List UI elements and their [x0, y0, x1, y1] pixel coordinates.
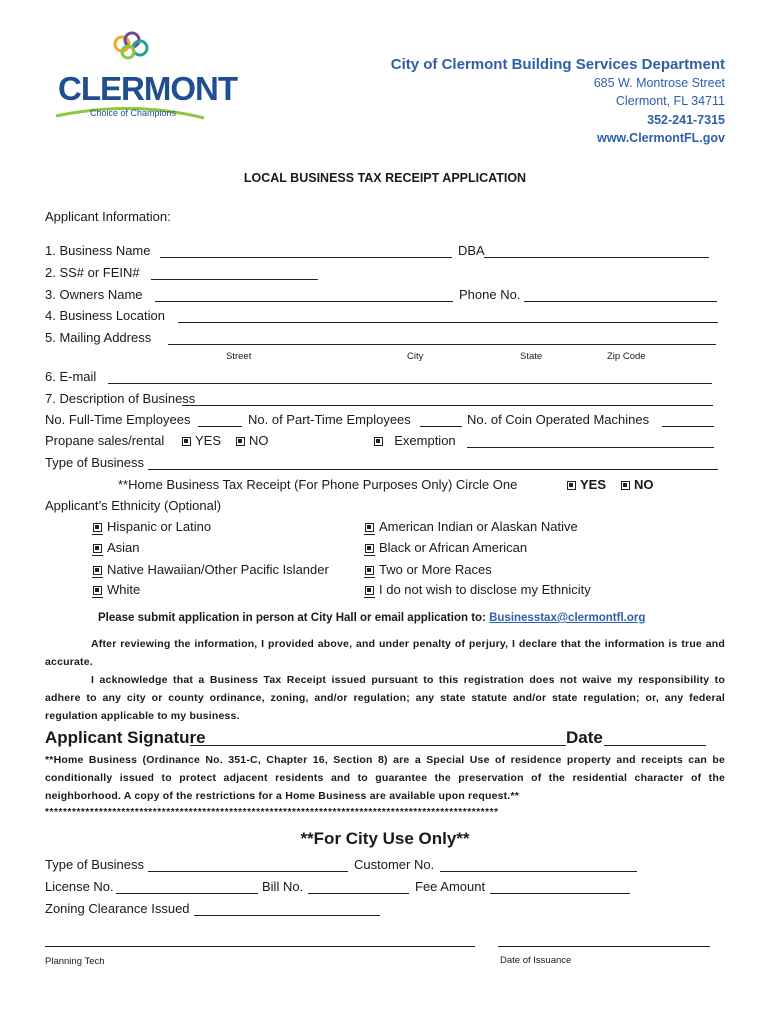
email-label: 6. E-mail	[45, 369, 97, 384]
full-time-label: No. Full-Time Employees	[45, 412, 191, 427]
propane-label: Propane sales/rental	[45, 433, 165, 448]
street-address: 685 W. Montrose Street	[593, 76, 725, 90]
exemption-label: Exemption	[394, 433, 456, 448]
business-location-field[interactable]	[178, 322, 718, 323]
propane-no-checkbox[interactable]	[236, 437, 245, 446]
part-time-label: No. of Part-Time Employees	[248, 412, 411, 427]
form-title: LOCAL BUSINESS TAX RECEIPT APPLICATION	[243, 171, 527, 185]
checkbox-icon[interactable]	[92, 582, 103, 598]
planning-tech-label: Planning Tech	[45, 956, 105, 967]
submit-instructions	[98, 612, 645, 624]
cu-bill-field[interactable]	[308, 893, 409, 894]
ethnicity-option-american-indian[interactable]	[364, 519, 578, 535]
home-no-checkbox[interactable]	[621, 481, 630, 490]
ethnicity-option-asian[interactable]	[92, 540, 140, 556]
mailing-address-field[interactable]	[168, 344, 716, 345]
home-yes-label: YES	[580, 477, 607, 492]
business-name-field[interactable]	[160, 257, 452, 258]
signature-date-label: Date	[566, 728, 603, 747]
dba-field[interactable]	[484, 257, 709, 258]
checkbox-icon[interactable]	[364, 562, 375, 578]
home-business-note	[45, 751, 725, 805]
cu-zoning-label: Zoning Clearance Issued	[45, 901, 190, 916]
cu-zoning-field[interactable]	[194, 915, 380, 916]
cu-fee-field[interactable]	[490, 893, 630, 894]
description-label: 7. Description of Business	[45, 391, 196, 406]
ethnicity-left-1: Asian	[107, 540, 140, 555]
exemption-option[interactable]	[374, 433, 456, 448]
date-of-issuance-label: Date of Issuance	[500, 955, 572, 966]
email-field[interactable]	[108, 383, 712, 384]
ethnicity-option-white[interactable]	[92, 582, 140, 598]
website[interactable]: www.ClermontFL.gov	[596, 131, 725, 145]
department-name: City of Clermont Building Services Department	[390, 56, 725, 73]
phone-no-field[interactable]	[524, 301, 717, 302]
ethnicity-label: Applicant’s Ethnicity (Optional)	[45, 498, 222, 513]
logo-tagline: Choice of Champions	[90, 108, 177, 118]
type-of-business-field[interactable]	[148, 469, 718, 470]
clermont-logo	[52, 30, 237, 125]
submit-text: Please submit application in person at City Hall or email application to:	[98, 612, 490, 624]
logo-wordmark: CLERMONT	[58, 70, 237, 107]
checkbox-icon[interactable]	[92, 519, 103, 535]
cu-customer-label: Customer No.	[354, 857, 435, 872]
home-business-label: **Home Business Tax Receipt (For Phone Purposes Only) Circle One	[118, 477, 518, 492]
propane-yes-checkbox[interactable]	[182, 437, 191, 446]
cu-license-field[interactable]	[116, 893, 258, 894]
checkbox-icon[interactable]	[364, 519, 375, 535]
applicant-info-label: Applicant Information:	[45, 209, 171, 224]
home-no-label: NO	[634, 477, 654, 492]
home-business-note-text: **Home Business (Ordinance No. 351-C, Chapter 16, Section 8) are a Special Use of residence property and receipts can be conditionally issued to protect adjacent residents and to guarantee the preservation of the residential character of the neighborhood. A copy of the restrictions for a Home Business are available upon request.**	[45, 754, 725, 802]
signature-date-field[interactable]	[604, 745, 706, 746]
ethnicity-right-3: I do not wish to disclose my Ethnicity	[379, 582, 591, 597]
ssn-fein-field[interactable]	[151, 279, 318, 280]
cu-license-label: License No.	[45, 879, 114, 894]
owners-name-label: 3. Owners Name	[45, 287, 143, 302]
ethnicity-right-0: American Indian or Alaskan Native	[379, 519, 578, 534]
city-state-zip: Clermont, FL 34711	[615, 94, 725, 108]
planning-tech-signature-field[interactable]	[45, 946, 475, 947]
signature-field[interactable]	[190, 745, 566, 746]
ethnicity-right-1: Black or African American	[379, 540, 528, 555]
checkbox-icon[interactable]	[92, 540, 103, 556]
sub-street: Street	[226, 351, 252, 362]
checkbox-icon[interactable]	[92, 562, 103, 578]
cu-fee-label: Fee Amount	[415, 879, 486, 894]
signature-label: Applicant Signature	[45, 728, 206, 747]
home-yes-checkbox[interactable]	[567, 481, 576, 490]
full-time-field[interactable]	[198, 426, 242, 427]
dba-label: DBA	[458, 243, 485, 258]
coin-machines-field[interactable]	[662, 426, 714, 427]
ethnicity-option-hispanic[interactable]	[92, 519, 211, 535]
date-of-issuance-field[interactable]	[498, 946, 710, 947]
ethnicity-option-two-or-more[interactable]	[364, 562, 492, 578]
propane-yes-label: YES	[195, 433, 222, 448]
owners-name-field[interactable]	[155, 301, 453, 302]
propane-yes-option[interactable]	[182, 433, 221, 448]
sub-state: State	[520, 351, 543, 362]
mailing-address-label: 5. Mailing Address	[45, 330, 152, 345]
submit-email-link[interactable]: Businesstax@clermontfl.org	[489, 612, 646, 624]
checkbox-icon[interactable]	[364, 540, 375, 556]
ethnicity-right-2: Two or More Races	[379, 562, 492, 577]
business-location-label: 4. Business Location	[45, 308, 165, 323]
phone-number: 352-241-7315	[647, 113, 725, 127]
ethnicity-option-native-hawaiian[interactable]	[92, 562, 329, 578]
ethnicity-left-2: Native Hawaiian/Other Pacific Islander	[107, 562, 329, 577]
ethnicity-option-decline[interactable]	[364, 582, 591, 598]
ethnicity-left-0: Hispanic or Latino	[107, 519, 212, 534]
phone-no-label: Phone No.	[459, 287, 521, 302]
cu-bill-label: Bill No.	[262, 879, 304, 894]
exemption-field[interactable]	[467, 447, 714, 448]
sub-zip: Zip Code	[607, 351, 646, 362]
ssn-fein-label: 2. SS# or FEIN#	[45, 265, 140, 280]
part-time-field[interactable]	[420, 426, 462, 427]
exemption-checkbox[interactable]	[374, 437, 383, 446]
sub-city: City	[407, 351, 424, 362]
separator-stars: *****************************************************************************************************	[45, 807, 499, 818]
ethnicity-left-3: White	[107, 582, 141, 597]
declaration-p2	[45, 671, 725, 725]
declaration-p1	[45, 635, 725, 671]
business-name-label: 1. Business Name	[45, 243, 151, 258]
city-use-title: **For City Use Only**	[300, 829, 470, 848]
home-yes-option[interactable]	[567, 477, 606, 492]
declaration-p2-text: I acknowledge that a Business Tax Receipt issued pursuant to this registration does not waive my responsibility to adhere to any city or county ordinance, zoning, and/or regulation; any state statute and/or state regulation; or, any federal regulation applicable to my business.	[45, 674, 725, 722]
type-of-business-label: Type of Business	[45, 455, 144, 470]
cu-customer-field[interactable]	[440, 871, 637, 872]
home-no-option[interactable]	[621, 477, 654, 492]
ethnicity-option-black[interactable]	[364, 540, 527, 556]
cu-type-label: Type of Business	[45, 857, 144, 872]
propane-no-option[interactable]	[236, 433, 269, 448]
description-field[interactable]	[182, 405, 713, 406]
propane-no-label: NO	[249, 433, 269, 448]
cu-type-field[interactable]	[148, 871, 348, 872]
coin-machines-label: No. of Coin Operated Machines	[467, 412, 650, 427]
declaration-p1-text: After reviewing the information, I provided above, and under penalty of perjury, I declare that the information is true and accurate.	[45, 638, 725, 668]
checkbox-icon[interactable]	[364, 582, 375, 598]
